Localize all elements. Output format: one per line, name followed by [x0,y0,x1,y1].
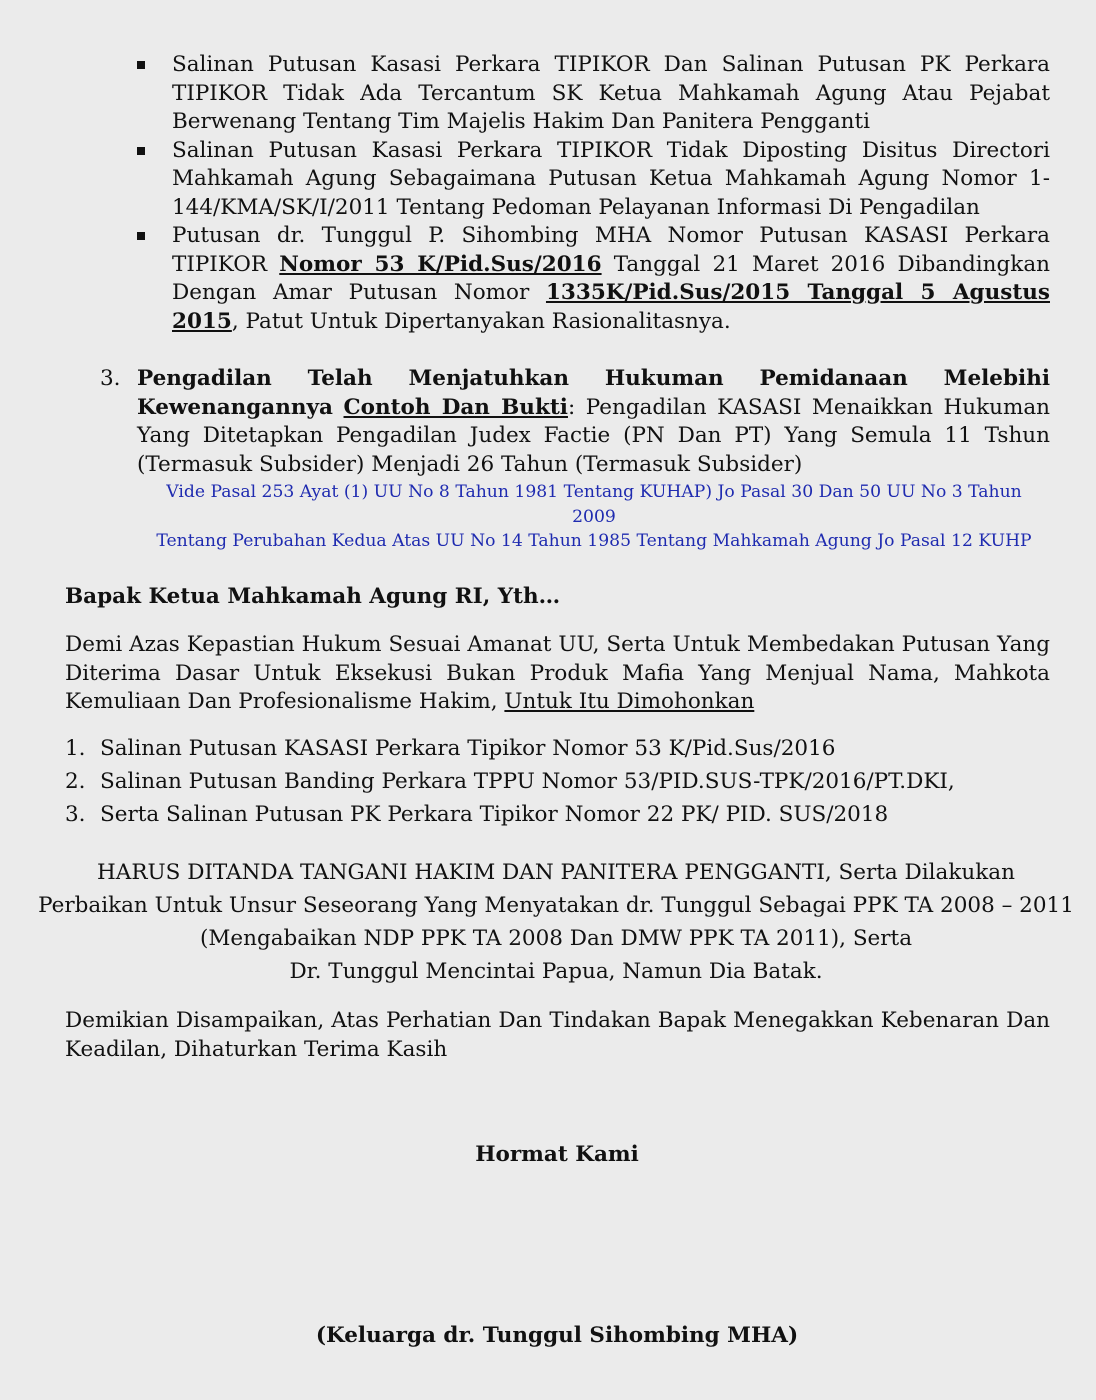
evidence-text: : Pengadilan KASASI Menaikkan Hukuman Yang Ditetapkan Pengadilan Judex Factie (PN Dan PT) Yang Semula 11 Tshun (Termasuk Subsider) Menjadi 26 Tahun (Termasuk Subsider) [137,394,1051,477]
centered-line: (Mengabaikan NDP PPK TA 2008 Dan DMW PPK TA 2011), Serta [199,926,913,951]
centered-line: Dr. Tunggul Mencintai Papua, Namun Dia Batak. [289,959,823,984]
list-number: 2. [65,769,86,794]
list-item-text: Serta Salinan Putusan PK Perkara Tipikor Nomor 22 PK/ PID. SUS/2018 [100,802,889,827]
point-heading: Pengadilan Telah Menjatuhkan Hukuman Pemidanaan Melebihi Kewenangannya [137,366,1050,420]
bullet-item-2 [0,137,1050,223]
bullet-text: Salinan Putusan Kasasi Perkara TIPIKOR Dan Salinan Putusan PK Perkara TIPIKOR Tidak Ada Tercantum SK Ketua Mahkamah Agung Atau Pejabat Berwenang Tentang Tim Majelis Hakim Dan Panitera Pengganti [172,52,1050,134]
bullet-text-part: Putusan dr. Tunggul P. Sihombing MHA Nomor Putusan KASASI Perkara TIPIKOR [172,223,1050,277]
list-item [65,735,1050,768]
list-item-text: Salinan Putusan Banding Perkara TPPU Nomor 53/PID.SUS-TPK/2016/PT.DKI, [100,769,955,794]
request-paragraph [65,631,1050,717]
point-body [137,365,1050,479]
bullet-item-3 [0,222,1050,336]
list-number: 1. [65,736,86,761]
salutation: Bapak Ketua Mahkamah Agung RI, Yth… [65,584,561,609]
case-number-reference: 1335K/Pid.Sus/2015 Tanggal 5 Agustus 2015 [172,280,1050,334]
signer-name: (Keluarga dr. Tunggul Sihombing MHA) [315,1323,799,1348]
closing-paragraph: Demikian Disampaikan, Atas Perhatian Dan Tindakan Bapak Menegakkan Kebenaran Dan Keadilan, Dihaturkan Terima Kasih [65,1008,1050,1062]
square-bullet-icon [137,147,145,155]
list-number: 3. [65,802,86,827]
list-item [65,801,1050,834]
centered-line: HARUS DITANDA TANGANI HAKIM DAN PANITERA PENGGANTI, Serta Dilakukan [97,860,1015,885]
list-item-text: Salinan Putusan KASASI Perkara Tipikor Nomor 53 K/Pid.Sus/2016 [100,736,836,761]
bullet-text-part: , Patut Untuk Dipertanyakan Rasionalitasnya. [231,308,731,334]
square-bullet-icon [137,232,145,240]
legal-reference-note [152,480,1036,554]
regards-line: Hormat Kami [475,1142,639,1167]
bullet-item-1 [0,51,1050,137]
bullet-text-part: Tanggal 21 Maret 2016 Dibandingkan Dengan Amar Putusan Nomor [172,251,1050,305]
legal-reference-line: Vide Pasal 253 Ayat (1) UU No 8 Tahun 1981 Tentang KUHAP) Jo Pasal 30 Dan 50 UU No 3 Tahun 2009 [166,482,1022,527]
requested-items-list [65,735,1050,834]
point-number: 3. [100,366,121,391]
numbered-point-3 [100,365,1050,479]
legal-reference-line: Tentang Perubahan Kedua Atas UU No 14 Tahun 1985 Tentang Mahkamah Agung Jo Pasal 12 KUHP [156,531,1032,551]
centered-demand [0,856,1096,988]
centered-line: Perbaikan Untuk Unsur Seseorang Yang Menyatakan dr. Tunggul Sebagai PPK TA 2008 – 2011 [38,893,1074,918]
square-bullet-icon [137,61,145,69]
case-number-reference: Nomor 53 K/Pid.Sus/2016 [279,251,602,277]
request-text: Demi Azas Kepastian Hukum Sesuai Amanat UU, Serta Untuk Membedakan Putusan Yang Diterima Dasar Untuk Eksekusi Bukan Produk Mafia Yang Menjual Nama, Mahkota Kemuliaan Dan Profesionalisme Hakim, [65,632,1050,714]
bullet-text [172,222,1050,336]
request-underlined: Untuk Itu Dimohonkan [504,689,755,714]
list-item [65,768,1050,801]
evidence-label: Contoh Dan Bukti [343,394,568,420]
bullet-list [0,51,1096,336]
bullet-text: Salinan Putusan Kasasi Perkara TIPIKOR Tidak Diposting Disitus Directori Mahkamah Agung Sebagaimana Putusan Ketua Mahkamah Agung Nomor 1-144/KMA/SK/I/2011 Tentang Pedoman Pelayanan Informasi Di Pengadilan [172,137,1050,220]
